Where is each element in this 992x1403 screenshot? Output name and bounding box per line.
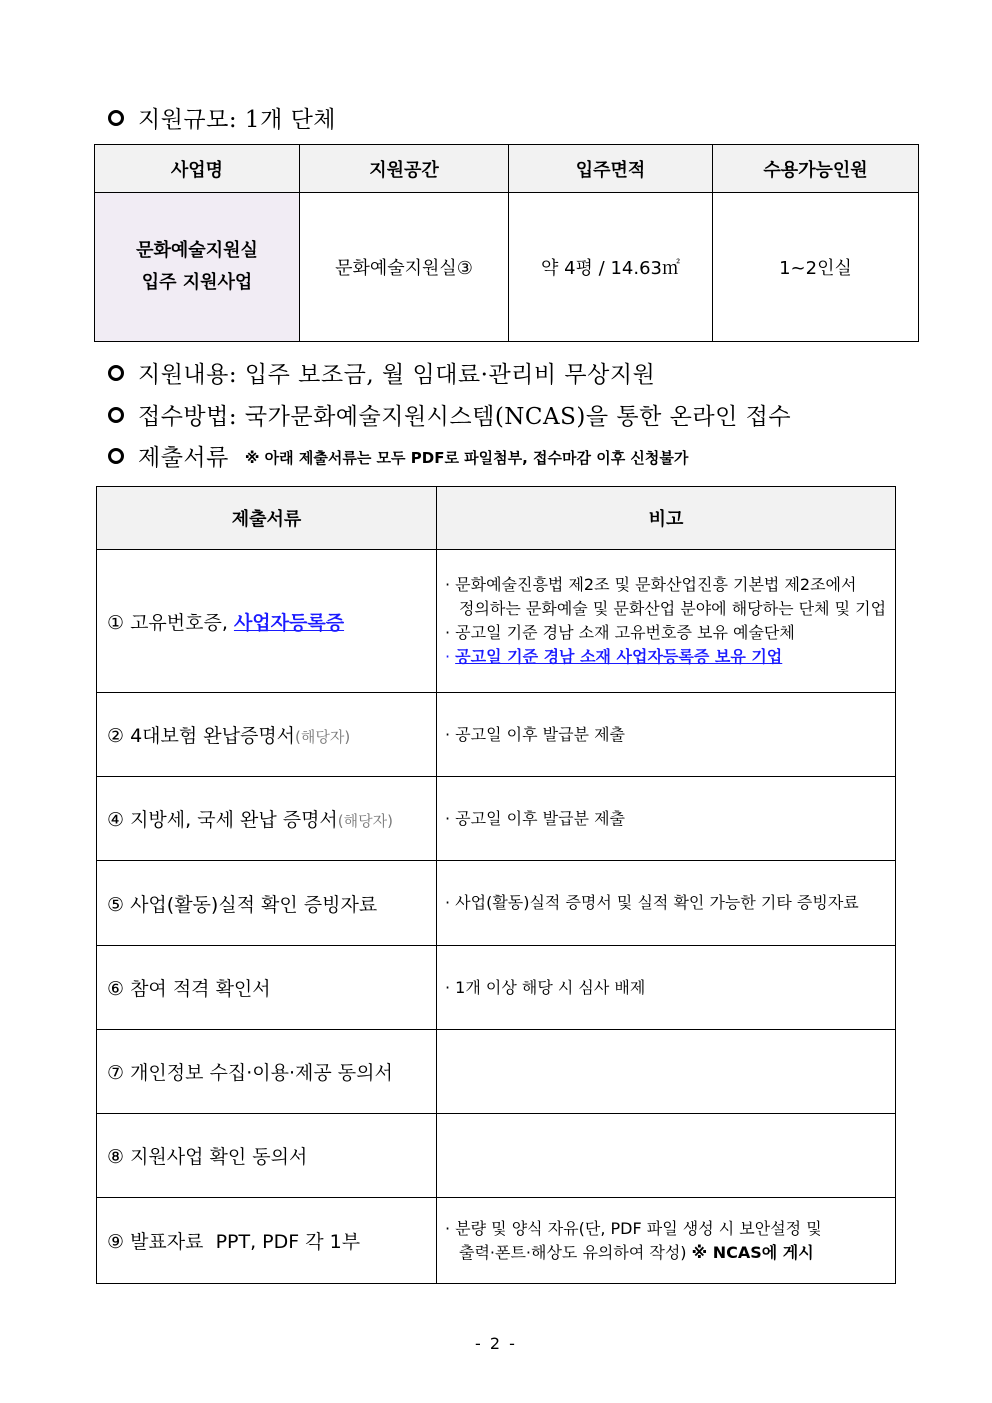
document-label: ① 고유번호증, [107,611,234,634]
remark-cell: · 1개 이상 해당 시 심사 배제 [437,946,896,1030]
document-label: ④ 지방세, 국세 완납 증명서 [107,809,338,831]
document-cell [97,550,437,693]
remark-line: · 공고일 기준 경남 소재 고유번호증 보유 예술단체 [445,623,795,642]
document-cell: ⑤ 사업(활동)실적 확인 증빙자료 [97,861,437,946]
document-cell: ⑧ 지원사업 확인 동의서 [97,1114,437,1198]
document-cell [97,777,437,861]
remark-line: 정의하는 문화예술 및 문화산업 분야에 해당하는 단체 및 기업 [459,599,887,618]
header-remarks: 비고 [437,487,896,550]
table-row [97,693,896,777]
business-name-line1: 문화예술지원실 [136,240,258,261]
page-number: - 2 - [475,1334,517,1353]
section-support-scale [108,101,336,134]
document-cell [97,693,437,777]
table-row [97,1198,896,1284]
section-title: 접수방법: 국가문화예술지원시스템(NCAS)을 통한 온라인 접수 [138,404,792,430]
remark-cell [437,550,896,693]
area-cell: 약 4평 / 14.63㎡ [509,193,713,342]
table-header-row [95,145,919,193]
remark-text: 출력·폰트·해상도 유의하여 작성) [459,1242,692,1262]
business-registration-remark-link[interactable]: 공고일 기준 경남 소재 사업자등록증 보유 기업 [455,647,783,666]
document-cell: ⑥ 참여 적격 확인서 [97,946,437,1030]
table-header-row [97,487,896,550]
business-name-cell [95,193,300,342]
table-row [95,193,919,342]
table-row [97,1114,896,1198]
table-row [97,861,896,946]
section-documents [108,439,688,472]
circle-bullet-icon [108,110,124,126]
section-application-method [108,398,791,431]
remark-line [445,645,895,669]
section-note: ※ 아래 제출서류는 모두 PDF로 파일첨부, 접수마감 이후 신청불가 [244,449,689,467]
table-row [97,550,896,693]
header-area: 입주면적 [509,145,713,193]
remark-cell: · 공고일 이후 발급분 제출 [437,693,896,777]
circle-bullet-icon [108,407,124,423]
circle-bullet-icon [108,448,124,464]
document-cell: ⑨ 발표자료 PPT, PDF 각 1부 [97,1198,437,1284]
documents-table [96,486,896,1284]
remark-cell [437,1114,896,1198]
remark-cell: · 사업(활동)실적 증명서 및 실적 확인 가능한 기타 증빙자료 [437,861,896,946]
remark-cell: · 공고일 이후 발급분 제출 [437,777,896,861]
remark-line: · 문화예술진흥법 제2조 및 문화산업진흥 기본법 제2조에서 [445,575,857,594]
table-row [97,777,896,861]
business-registration-link[interactable]: 사업자등록증 [233,611,345,634]
support-space-cell: 문화예술지원실③ [300,193,509,342]
capacity-cell: 1~2인실 [713,193,919,342]
remark-cell [437,1198,896,1284]
table-row [97,946,896,1030]
remark-emphasis: ※ NCAS에 게시 [691,1242,814,1262]
header-capacity: 수용가능인원 [713,145,919,193]
header-documents: 제출서류 [97,487,437,550]
section-title: 지원규모: 1개 단체 [138,107,337,133]
document-label: ② 4대보험 완납증명서 [107,725,296,747]
document-sub-label: (해당자) [295,728,351,746]
document-sub-label: (해당자) [337,812,393,830]
remark-line [445,1241,895,1265]
section-support-content [108,356,655,389]
table-row [97,1030,896,1114]
remark-cell [437,1030,896,1114]
remark-bullet: · [445,647,456,666]
remark-line: · 분량 및 양식 자유(단, PDF 파일 생성 시 보안설정 및 [445,1218,822,1238]
circle-bullet-icon [108,365,124,381]
section-title: 제출서류 [138,445,229,471]
header-support-space: 지원공간 [300,145,509,193]
support-space-table [94,144,919,342]
document-cell: ⑦ 개인정보 수집·이용·제공 동의서 [97,1030,437,1114]
header-business-name: 사업명 [95,145,300,193]
section-title: 지원내용: 입주 보조금, 월 임대료·관리비 무상지원 [138,362,656,388]
business-name-line2: 입주 지원사업 [141,272,253,293]
